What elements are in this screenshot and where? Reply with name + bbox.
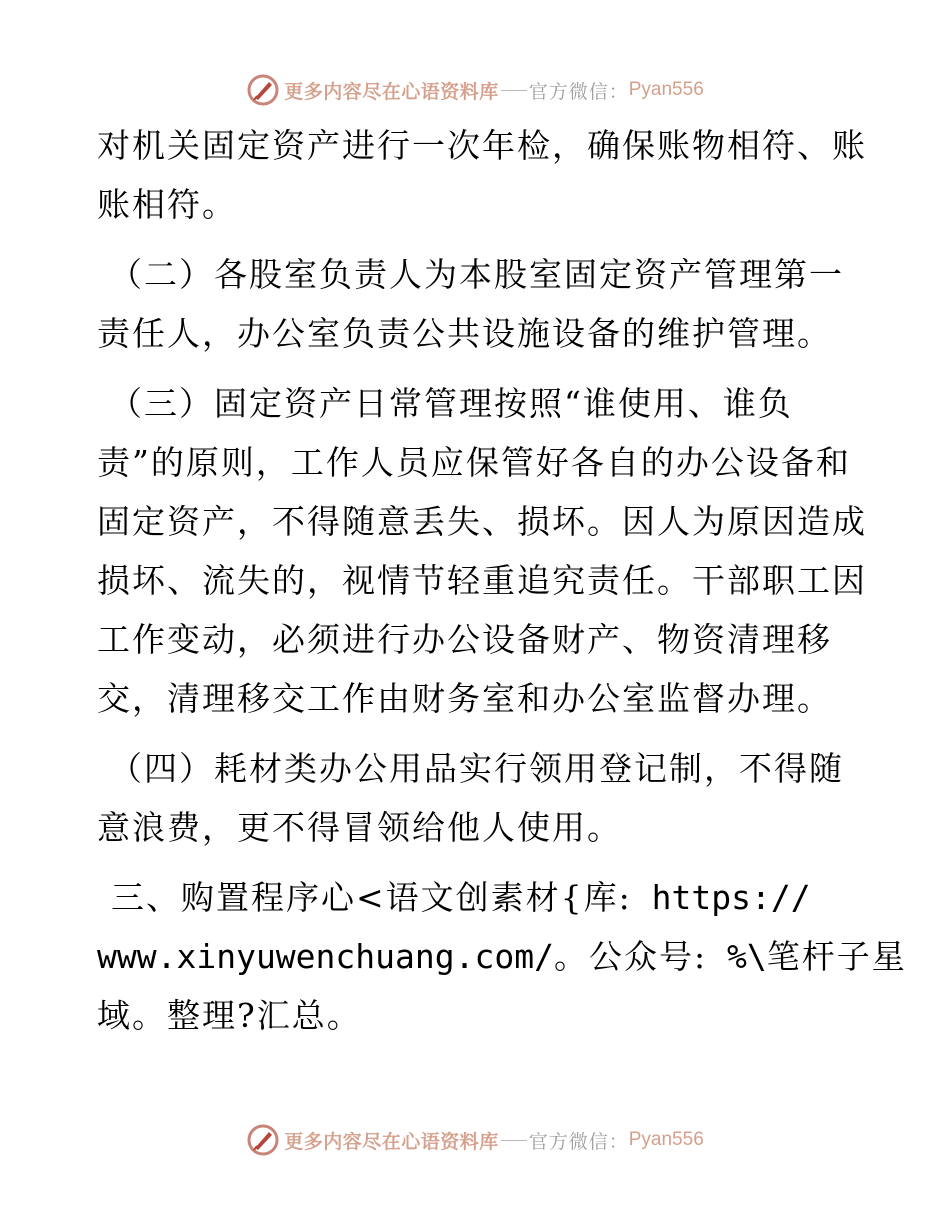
paragraph-line: 责任人，办公室负责公共设施设备的维护管理。 <box>97 314 832 353</box>
paragraph-line: （四）耗材类办公用品实行领用登记制，不得随 <box>109 749 844 788</box>
paragraph-text: 笔杆子星 <box>766 937 907 976</box>
section-heading-text: 三、购置程序心<语文创素材{库: <box>111 878 632 917</box>
quill-logo-icon <box>246 73 280 107</box>
watermark-header <box>0 70 950 110</box>
quill-logo-icon <box>246 1123 280 1157</box>
paragraph-line <box>97 868 857 927</box>
watermark-label: 官方微信： <box>528 1130 629 1153</box>
url-text: www.xinyuwenchuang.com/ <box>97 937 554 976</box>
paragraph-line: 对机关固定资产进行一次年检，确保账物相符、账 <box>97 126 867 165</box>
paragraph-line: 账相符。 <box>97 185 237 224</box>
watermark-wechat-id: Pyan556 <box>628 1129 704 1150</box>
watermark-separator <box>501 90 527 91</box>
document-body <box>97 116 907 1045</box>
watermark-separator <box>501 1140 527 1141</box>
paragraph-line: 损坏、流失的，视情节轻重追究责任。干部职工因 <box>97 561 867 600</box>
paragraph-line: （二）各股室负责人为本股室固定资产管理第一 <box>109 255 844 294</box>
url-text: https:// <box>631 878 811 917</box>
paragraph-line: 责”的原则，工作人员应保管好各自的办公设备和 <box>97 443 851 482</box>
paragraph-text: 。公众号: <box>553 937 708 976</box>
symbol-text: %\ <box>707 937 767 976</box>
paragraph-line: （三）固定资产日常管理按照“谁使用、谁负 <box>109 384 793 423</box>
paragraph-line: 域。整理?汇总。 <box>97 996 362 1035</box>
paragraph-line: 固定资产，不得随意丢失、损坏。因人为原因造成 <box>97 502 867 541</box>
watermark-text: 更多内容尽在心语资料库 <box>284 80 499 103</box>
paragraph-line: 意浪费，更不得冒领给他人使用。 <box>97 808 622 847</box>
watermark-wechat-id: Pyan556 <box>628 79 704 100</box>
watermark-text: 更多内容尽在心语资料库 <box>284 1130 499 1153</box>
watermark-label: 官方微信： <box>528 80 629 103</box>
paragraph-line: 交，清理移交工作由财务室和办公室监督办理。 <box>97 679 832 718</box>
watermark-footer <box>0 1120 950 1160</box>
paragraph-line: 工作变动，必须进行办公设备财产、物资清理移 <box>97 620 832 659</box>
paragraph-line <box>97 927 907 986</box>
